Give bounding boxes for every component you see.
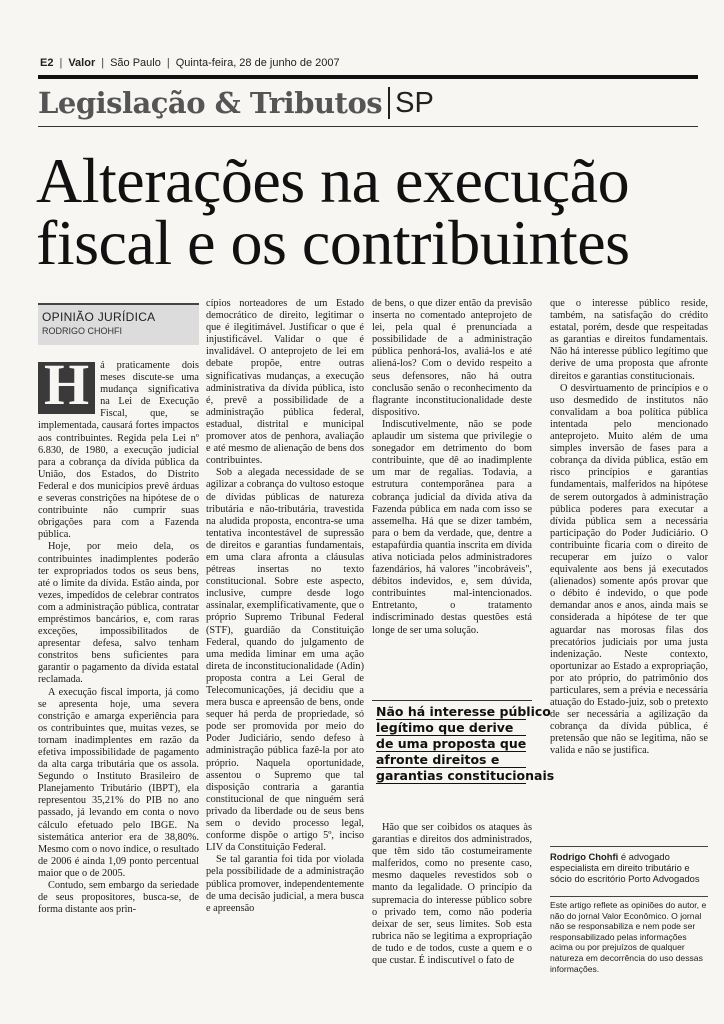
headline-line: Alterações na execução <box>36 145 630 216</box>
paragraph: de bens, o que dizer então da previsão inserta no comentado anteprojeto de lei, pela qual é prenunciada a possibilidade de a administração pública penhorá-los, avaliá-los e até aliená-los? Com o devido respeito a seus defensores, não há outra conclusão senão o reconhecimento da flagrante inconstitucionalidade deste dispositivo. <box>372 298 532 418</box>
author-description: é advogado especialista em direito tributário e sócio do escritório Porto Advogados <box>550 851 700 885</box>
pullquote <box>376 704 555 784</box>
section-rule <box>38 126 698 127</box>
paragraph: á praticamente dois meses discute-se uma mudança significativa na Lei de Execução Fiscal, que, se implementada, causará fortes impactos aos contribuintes. Regida pela Lei nº 6.830, de 1980, a execução judicial para a cobrança da dívida pública da União, dos Estados, do Distrito Federal e dos municípios prevê árduas e severas constrições na hipótese de o contribuinte não cumprir suas obrigações para com a Fazenda pública. <box>38 360 199 541</box>
paragraph: cípios norteadores de um Estado democrático de direito, legitimar o que é ilegitimável. Justificar o que é injustificável. Validar o que é invalidável. O anteprojeto de lei em debate propõe, entre outras significativas mudanças, a execução administrativa da dívida pública, isto é, prevê a possibilidade de a administração pública federal, estadual, distrital e municipal promover atos de penhora, avaliação e até mesmo de alienação de bens dos contribuintes. <box>206 298 364 467</box>
pullquote-line: afronte direitos e <box>376 752 526 768</box>
paragraph: Indiscutivelmente, não se pode aplaudir um sistema que privilegie o sonegador em detrimento do bom contribuinte, que dê ao inadimplente um mar de regalias. Todavia, a estrutura contemporânea para a cobrança judicial da dívida ativa da Fazenda pública em nada com isso se assemelha. Há que se dizer também, para o bem da verdade, que, dentre a estapafúrdia quantia inscrita em dívida ativa noticiada pelos administradores fazendários, há valores "incobráveis", débitos indevidos, e, sem dúvida, contribuintes mal-intencionados. Entretanto, o tratamento indiscriminado destas questões está longe de ser uma solução. <box>372 418 532 636</box>
pullquote-line: garantias constitucionais <box>376 768 555 783</box>
headline-line: fiscal e os contribuintes <box>36 207 630 278</box>
disclaimer: Este artigo reflete as opiniões do autor, e não do jornal Valor Econômico. O jornal não se responsabiliza e nem pode ser responsabilizado pelas informações acima ou por prejuízos de qualquer natureza em decorrência do uso dessas informações. <box>550 896 708 974</box>
page-number: E2 <box>40 57 54 69</box>
folio-separator: | <box>101 57 105 69</box>
section-title: Legislação & Tributos <box>38 86 383 120</box>
paragraph: Hoje, por meio dela, os contribuintes inadimplentes poderão ter expropriados todos os seus bens, até o limite da dívida. Estão ainda, por vezes, impedidos de celebrar contratos com a administração pública, contratar empréstimos bancários, e, com raras exceções, impossibilitados de apresentar defesa, salvo tenham constritos bens suficientes para garantir o pagamento da dívida estatal reclamada. <box>38 541 199 686</box>
folio-city: São Paulo <box>110 57 161 69</box>
folio-separator: | <box>59 57 63 69</box>
pullquote-rule <box>372 700 532 701</box>
paragraph: A execução fiscal importa, já como se apresenta hoje, uma severa constrição e amarga experiência para os contribuintes que, muitas vezes, se tornam inadimplentes em razão da efetiva impossibilidade de pagamento da alta carga tributária que os assola. Segundo o Instituto Brasileiro de Planejamento Tributário (IBPT), ela representou 35,21% do PIB no ano passado, já levando em conta o novo cálculo efetuado pelo IBGE. Na sistemática anterior era de 38,80%. Mesmo com o novo índice, o resultado de 2006 é ainda 1,09 ponto percentual maior que o de 2005. <box>38 686 199 879</box>
article-column-1 <box>38 360 199 990</box>
section-divider <box>388 87 390 119</box>
opinion-kicker <box>38 303 199 345</box>
author-bio <box>550 851 708 885</box>
pullquote-line: de uma proposta que <box>376 736 527 751</box>
paragraph: Sob a alegada necessidade de se agilizar a cobrança do vultoso estoque de dívidas públicas de natureza tributária e não-tributária, travestida na aludida proposta, encontra-se uma tentativa incontestável de supressão de direitos e garantias fundamentais, em uma clara afronta a cláusulas pétreas insertas no texto constitucional. Sobre este aspecto, inclusive, cumpre desde logo assinalar, exemplificativamente, que o próprio Supremo Tribunal Federal (STF), guardião da Constituição Federal, quando do julgamento de uma medida liminar em uma ação direta de inconstitucionalidade (Adin) proposta contra a Lei Geral de Telecomunicações, já decidiu que a mera busca e apreensão de bens, onde sequer há perda de propriedade, só pode ser promovida por meio do Poder Judiciário, sendo defeso à administração pública fazê-la por ato próprio. Naquela oportunidade, assentou o Supremo que tal disposição contraria a garantia constitucional de que ninguém será privado da liberdade ou de seus bens sem o devido processo legal, conforme dispõe o artigo 5º, inciso LIV da Constituição Federal. <box>206 467 364 854</box>
author-name: Rodrigo Chohfi <box>550 851 619 862</box>
top-rule <box>38 75 698 79</box>
pullquote-line: legítimo que derive <box>376 720 526 736</box>
paragraph: Se tal garantia foi tida por violada pela possibilidade de a administração pública promover, independentemente de uma decisão judicial, a mera busca e apreensão <box>206 854 364 914</box>
paragraph: Contudo, sem embargo da seriedade de seus propositores, busca-se, de forma distante aos prin- <box>38 880 199 916</box>
article-column-2 <box>206 298 364 990</box>
newspaper-name: Valor <box>68 57 96 69</box>
paragraph: que o interesse público reside, também, na satisfação do crédito estatal, porém, desde que respeitadas as garantias e direitos fundamentais. Não há interesse público legítimo que derive de uma proposta que afronte direitos e garantias constitucionais. <box>550 298 708 382</box>
paragraph: O desvirtuamento de princípios e o uso desmedido de institutos não convalidam a boa política pública intentada pelo mencionado anteprojeto. Muito além de uma simples inversão de fases para a cobrança da dívida pública, estão em risco princípios e garantias fundamentais, malferidos na hipótese de serem outorgados à administração pública poderes para executar a dívida pública sem a necessária participação do Poder Judiciário. O contribuinte ficaria com o direito de recuperar em juízo o valor equivalente aos bens já executados (alienados) somente após provar que o débito é indevido, o que pode demandar anos e anos, ainda mais se considerada a hipótese de ter que aguardar nas morosas filas dos precatórios judiciais por uma justa indenização. Neste contexto, oportunizar ao Estado a expropriação, por ato próprio, do patrimônio dos particulares, sem a prévia e necessária atuação do Estado-juiz, sob o pretexto de ser necessária a agilização da cobrança da dívida pública, é pretensão que não se legitima, não se valida e não se justifica. <box>550 382 708 757</box>
pullquote-line: Não há interesse público <box>376 704 551 719</box>
folio-separator: | <box>166 57 170 69</box>
kicker-label: OPINIÃO JURÍDICA <box>42 310 156 324</box>
section-header <box>38 85 434 121</box>
drop-cap: H <box>38 362 95 414</box>
kicker-author: RODRIGO CHOHFI <box>42 326 122 336</box>
article-column-4 <box>550 298 708 843</box>
folio-date: Quinta-feira, 28 de junho de 2007 <box>175 57 340 69</box>
paragraph: Hão que ser coibidos os ataques às garantias e direitos dos administrados, que têm sido tão costumeiramente malferidos, como no presente caso, mesmo daqueles revestidos sob o manto da legalidade. O princípio da supremacia do interesse público sobre o privado tem, como não poderia deixar de ser, seus limites. Sob esta rubrica não se legitima a expropriação de tudo e de todos, custe a quem e o que custar. É indiscutível o fato de <box>372 822 532 967</box>
article-column-3 <box>372 298 532 698</box>
folio-line <box>40 55 690 71</box>
section-region: SP <box>395 86 434 119</box>
author-rule <box>550 846 708 847</box>
article-column-3-continued <box>372 822 532 992</box>
headline <box>36 145 696 278</box>
